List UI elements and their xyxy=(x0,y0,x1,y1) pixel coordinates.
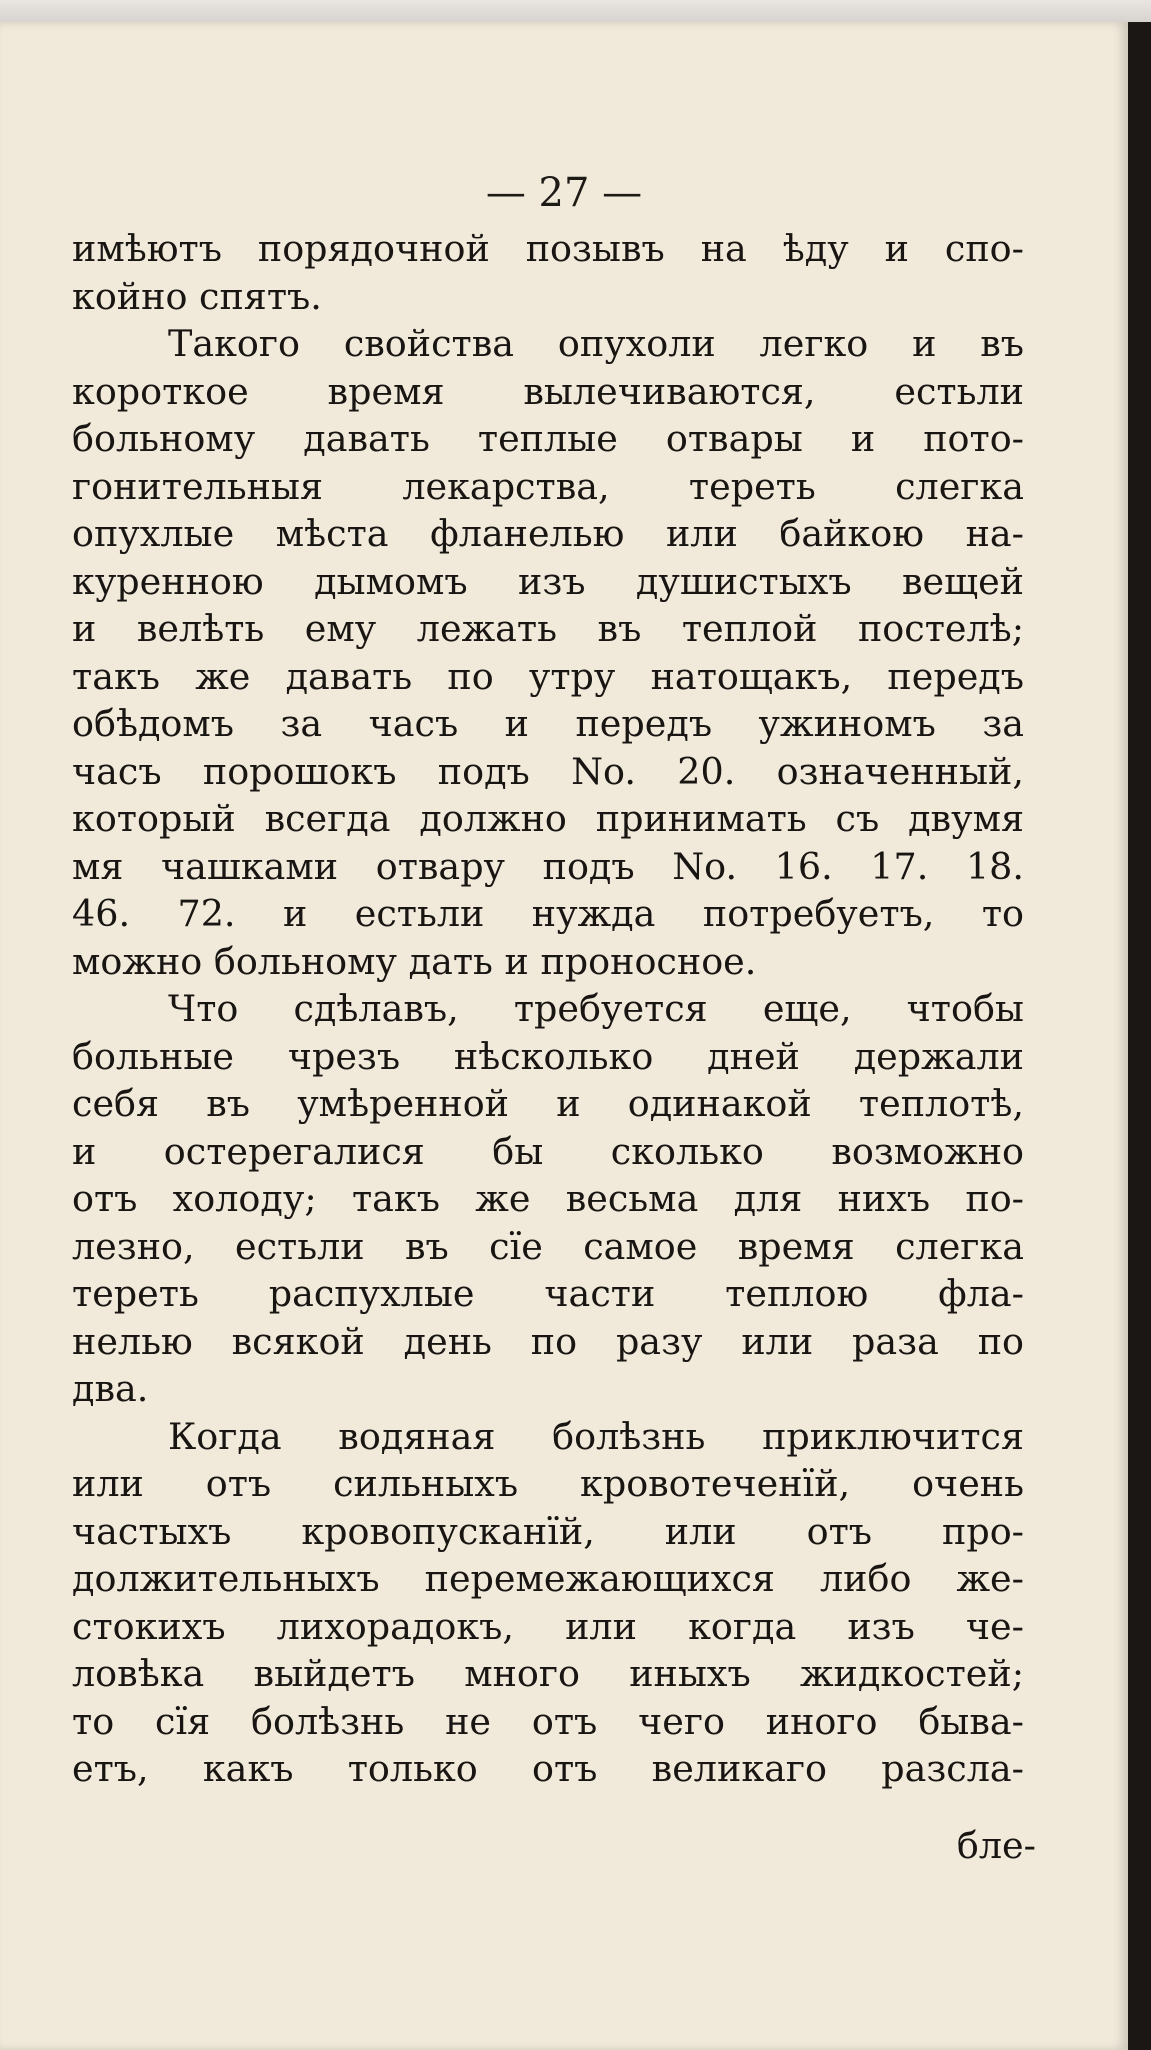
text-line: Когда водяная болѣзнь приключится xyxy=(168,1414,1024,1458)
body-text xyxy=(72,225,1024,1793)
text-line: Такого свойства опухоли легко и въ xyxy=(168,322,1024,365)
text-line: гонительныя лекарства, тереть слегка xyxy=(72,464,1024,508)
page-number-header: — 27 — xyxy=(485,170,643,216)
text-line: или отъ сильныхъ кровотеченїй, очень xyxy=(72,1462,1024,1505)
text-line: отъ холоду; такъ же весьма для нихъ по- xyxy=(72,1177,1024,1220)
text-line: больному давать теплые отвары и пото- xyxy=(72,417,1024,460)
text-line: лезно, естьли въ сїе самое время слегка xyxy=(72,1224,1024,1268)
text-line: часъ порошокъ подъ No. 20. означенный, xyxy=(72,749,1024,793)
text-line: себя въ умѣренной и одинакой теплотѣ, xyxy=(72,1082,1024,1125)
text-line: то сїя болѣзнь не отъ чего иного быва- xyxy=(72,1699,1024,1743)
catchword: бле- xyxy=(956,1824,1036,1867)
text-line: имѣютъ порядочной позывъ на ѣду и спо- xyxy=(72,227,1024,270)
text-line: два. xyxy=(72,1367,149,1410)
text-line: должительныхъ перемежающихся либо же- xyxy=(72,1557,1024,1600)
text-line: Что сдѣлавъ, требуется еще, чтобы xyxy=(168,987,1024,1030)
text-line: можно больному дать и проносное. xyxy=(72,939,757,983)
scan-top-edge xyxy=(0,0,1151,22)
text-line: мя чашками отвару подъ No. 16. 17. 18. xyxy=(72,844,1024,888)
text-line: обѣдомъ за часъ и передъ ужиномъ за xyxy=(72,702,1024,745)
text-line: опухлые мѣста фланелью или байкою на- xyxy=(72,512,1024,555)
text-line: етъ, какъ только отъ великаго разсла- xyxy=(72,1747,1024,1790)
text-line: тереть распухлые части теплою фла- xyxy=(72,1272,1024,1315)
text-line: ловѣка выйдетъ много иныхъ жидкостей; xyxy=(72,1652,1024,1695)
text-line: 46. 72. и естьли нужда потребуетъ, то xyxy=(72,892,1024,935)
text-line: который всегда должно принимать съ двумя xyxy=(72,797,1024,840)
text-line: такъ же давать по утру натощакъ, передъ xyxy=(72,654,1024,698)
text-line: частыхъ кровопусканїй, или отъ про- xyxy=(72,1509,1024,1553)
text-line: койно спятъ. xyxy=(72,274,322,318)
text-line: куренною дымомъ изъ душистыхъ вещей xyxy=(72,559,1024,603)
text-line: нелью всякой день по разу или раза по xyxy=(72,1319,1024,1363)
text-line: стокихъ лихорадокъ, или когда изъ че- xyxy=(72,1604,1024,1648)
text-line: больные чрезъ нѣсколько дней держали xyxy=(72,1034,1024,1078)
text-line: короткое время вылечиваются, естьли xyxy=(72,369,1024,413)
text-line: и остерегалися бы сколько возможно xyxy=(72,1129,1024,1173)
text-line: и велѣть ему лежать въ теплой постелѣ; xyxy=(72,607,1024,650)
